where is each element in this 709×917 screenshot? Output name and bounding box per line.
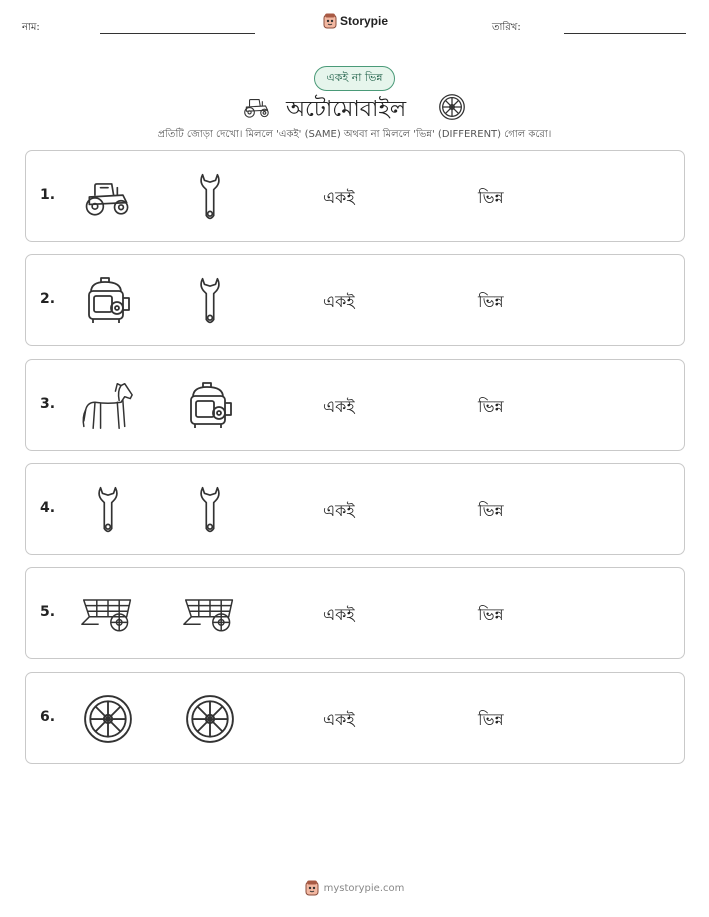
question-row — [25, 463, 685, 555]
option-different[interactable]: ভিন্ন — [478, 500, 504, 520]
option-different[interactable]: ভিন্ন — [478, 396, 504, 416]
brand-logo — [323, 13, 388, 29]
page-title: অটোমোবাইল — [286, 97, 407, 122]
wrench-icon — [182, 275, 238, 327]
wheel-icon — [80, 693, 136, 745]
storypie-mascot-icon — [305, 880, 319, 896]
storypie-mascot-icon — [323, 13, 337, 29]
option-same[interactable]: একই — [323, 396, 355, 416]
question-row — [25, 359, 685, 451]
horse-icon — [80, 380, 136, 432]
row-number: 5. — [40, 604, 56, 621]
option-same[interactable]: একই — [323, 188, 355, 207]
generator-icon — [182, 380, 238, 432]
tractor-icon — [241, 95, 273, 119]
option-same[interactable]: একই — [323, 292, 355, 312]
worksheet-header — [0, 0, 709, 50]
cart-icon — [182, 588, 238, 640]
date-label: তারিখ: — [492, 22, 521, 33]
generator-icon — [80, 275, 136, 327]
question-row — [25, 254, 685, 346]
option-different[interactable]: ভিন্ন — [478, 709, 504, 729]
wrench-icon — [182, 484, 238, 536]
option-same[interactable]: একই — [323, 500, 355, 520]
option-different[interactable]: ভিন্ন — [478, 188, 504, 207]
wheel-icon — [438, 93, 466, 121]
footer-url[interactable]: mystorypie.com — [323, 882, 405, 894]
date-field[interactable] — [564, 33, 686, 34]
footer — [0, 880, 709, 896]
row-number: 2. — [40, 291, 56, 308]
row-number: 1. — [40, 187, 56, 203]
wrench-icon — [80, 484, 136, 536]
cart-icon — [80, 588, 136, 640]
option-same[interactable]: একই — [323, 709, 355, 729]
wheel-icon — [182, 693, 238, 745]
question-row — [25, 150, 685, 242]
name-label: নাম: — [22, 22, 40, 33]
question-row — [25, 672, 685, 764]
tractor-icon — [80, 171, 136, 223]
row-number: 3. — [40, 395, 56, 412]
title-row — [0, 92, 709, 122]
option-different[interactable]: ভিন্ন — [478, 605, 504, 625]
wrench-icon — [182, 171, 238, 223]
name-field[interactable] — [100, 33, 255, 34]
row-number: 4. — [40, 499, 56, 516]
option-same[interactable]: একই — [323, 605, 355, 625]
question-row — [25, 567, 685, 659]
instructions: প্রতিটি জোড়া দেখো। মিললে 'একই' (SAME) অথবা না মিললে 'ভিন্ন' (DIFFERENT) গোল করো। — [157, 129, 552, 140]
activity-badge: একই না ভিন্ন — [314, 66, 395, 91]
option-different[interactable]: ভিন্ন — [478, 292, 504, 312]
row-number: 6. — [40, 708, 56, 725]
brand-name: Storypie — [340, 14, 389, 28]
